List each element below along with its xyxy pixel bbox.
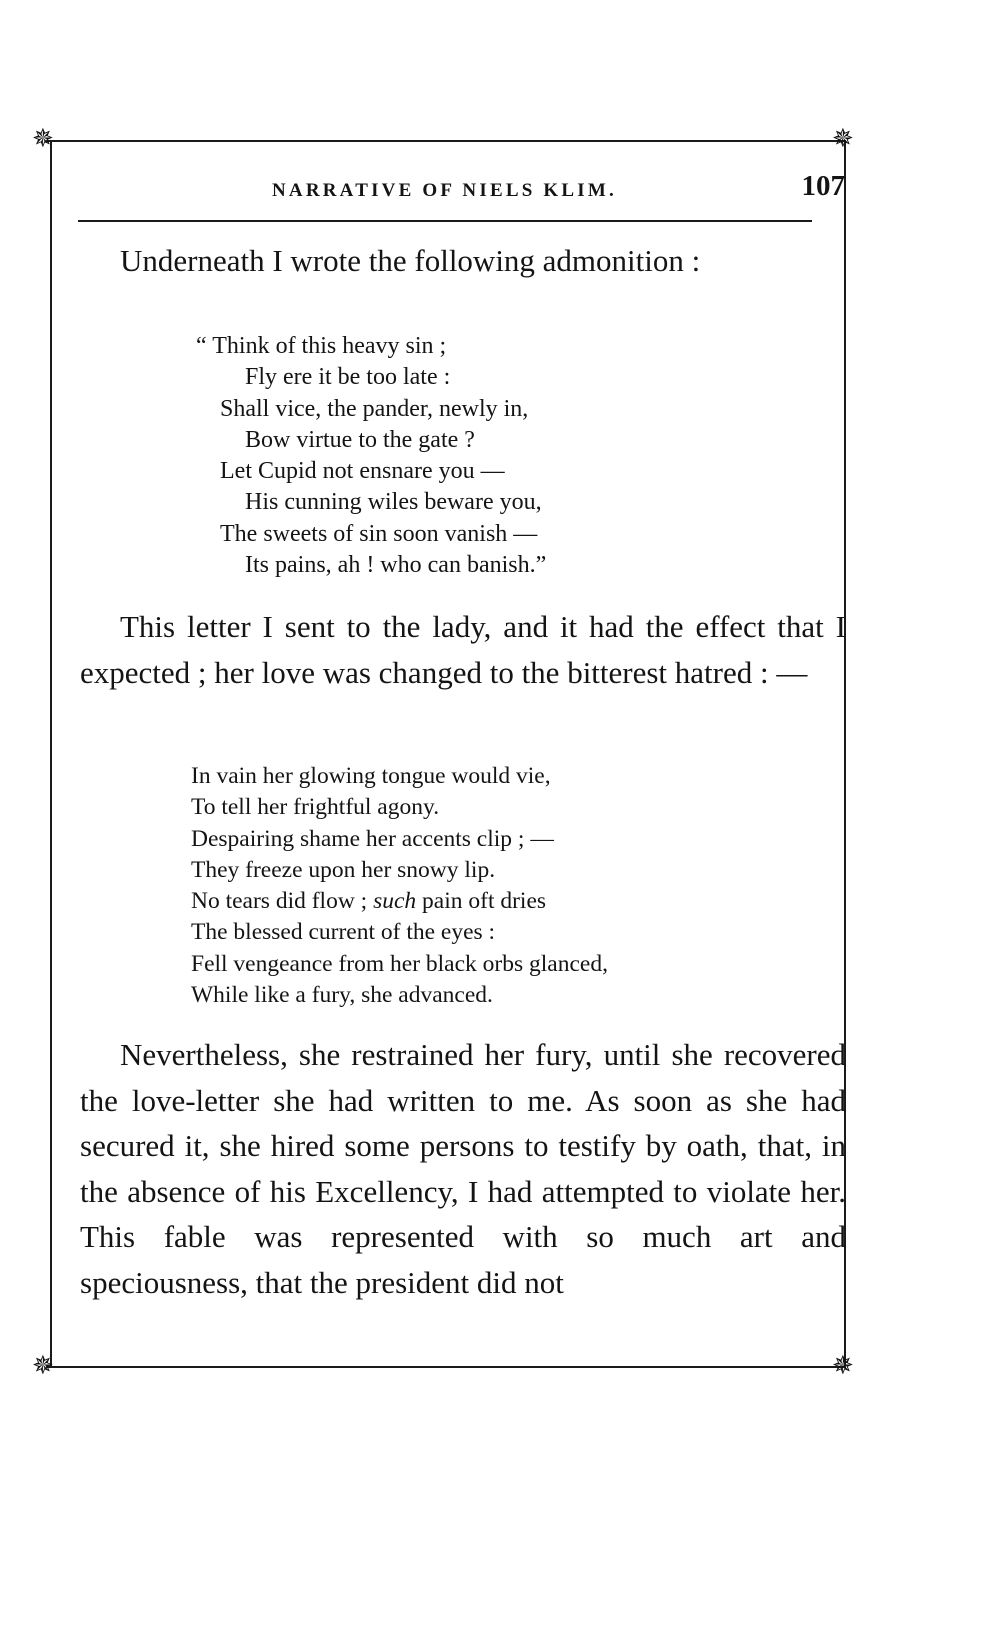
page-number: 107	[801, 170, 845, 202]
frame-top-rule	[46, 140, 846, 142]
frame-bottom-rule	[46, 1366, 846, 1368]
paragraph-2-text: This letter I sent to the lady, and it had the effect that I expected ; her love was changed to the bitterest hatred : —	[80, 609, 846, 690]
verse-2	[191, 761, 608, 1011]
corner-ornament-top-left: ✵	[32, 124, 54, 154]
paragraph-3	[80, 1032, 846, 1305]
running-title: NARRATIVE OF NIELS KLIM.	[272, 180, 617, 201]
verse-2-line-3: Despairing shame her accents clip ; —	[191, 825, 554, 852]
verse-2-line-8: While like a fury, she advanced.	[191, 982, 493, 1009]
verse-2-line-7: Fell vengeance from her black orbs glanced,	[191, 950, 608, 977]
verse-2-line-1: In vain her glowing tongue would vie,	[191, 763, 551, 789]
paragraph-1-text: Underneath I wrote the following admonition :	[120, 243, 701, 278]
verse-1-line-2: Fly ere it be too late :	[245, 364, 451, 391]
verse-1-line-8: Its pains, ah ! who can banish.”	[245, 552, 547, 579]
verse-1-line-3: Shall vice, the pander, newly in,	[220, 395, 529, 422]
verse-2-line-5: No tears did flow ; such pain oft dries	[191, 888, 547, 915]
page-header	[80, 170, 845, 210]
open-quote: “	[196, 333, 207, 359]
italic-such: such	[373, 888, 417, 915]
verse-2-line-6: The blessed current of the eyes :	[191, 919, 496, 946]
verse-1-line-6: His cunning wiles beware you,	[245, 489, 542, 516]
verse-1-line-7: The sweets of sin soon vanish —	[220, 520, 538, 547]
verse-1-line-5: Let Cupid not ensnare you —	[220, 458, 505, 485]
paragraph-2	[80, 604, 846, 695]
header-rule	[78, 220, 812, 222]
verse-1-line-1: “ Think of this heavy sin ;	[196, 333, 447, 359]
verse-1-line-4: Bow virtue to the gate ?	[245, 426, 475, 453]
corner-ornament-bottom-right: ✵	[832, 1351, 854, 1381]
verse-1	[196, 331, 547, 581]
corner-ornament-top-right: ✵	[832, 124, 854, 154]
paragraph-1	[80, 238, 846, 284]
corner-ornament-bottom-left: ✵	[32, 1351, 54, 1381]
verse-2-line-4: They freeze upon her snowy lip.	[191, 856, 496, 883]
verse-2-line-2: To tell her frightful agony.	[191, 794, 440, 821]
paragraph-3-text: Nevertheless, she restrained her fury, until she recovered the love-letter she had written to me. As soon as she had secured it, she hired some persons to testify by oath, that, in the absence of his Excellency, I had attempted to violate her. This fable was represented with so much art and speciousness, that the president did not	[80, 1037, 846, 1300]
frame-left-rule	[50, 142, 52, 1366]
